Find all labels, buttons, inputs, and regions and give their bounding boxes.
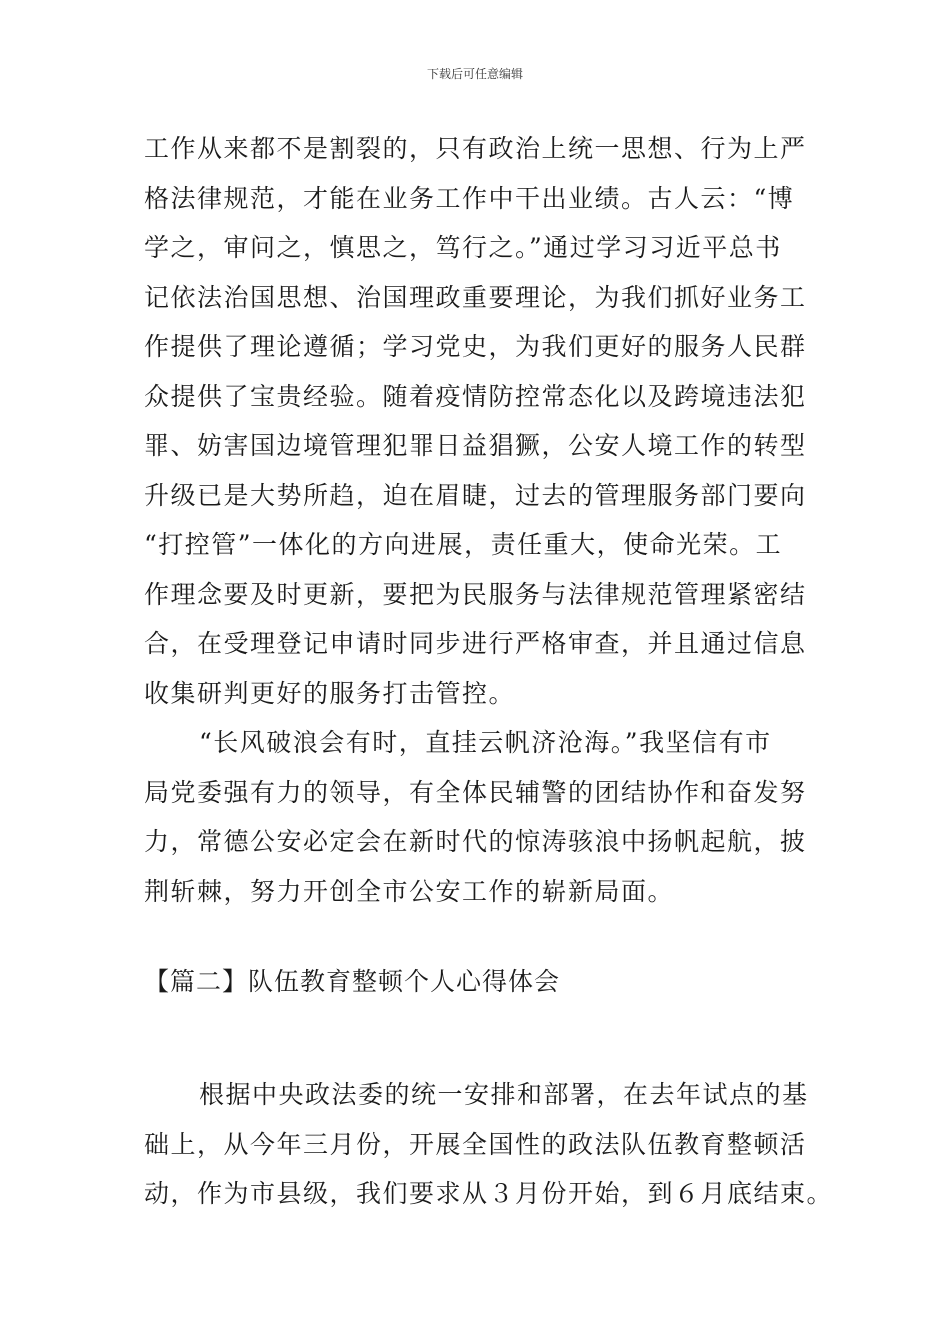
paragraph-line: 荆斩棘，努力开创全市公安工作的崭新局面。 — [144, 876, 675, 906]
paragraph-line: “长风破浪会有时，直挂云帆济沧海。”我坚信有市 — [199, 728, 772, 757]
paragraph-line: 根据中央政法委的统一安排和部署，在去年试点的基 — [199, 1080, 809, 1109]
paragraph-line: 格法律规范，才能在业务工作中干出业绩。古人云：“博 — [144, 183, 795, 213]
paragraph-1 — [144, 124, 809, 718]
paragraph-line: 罪、妨害国边境管理犯罪日益猖獗，公安人境工作的转型 — [144, 431, 807, 460]
document-body — [144, 124, 834, 1219]
paragraph-3 — [144, 1070, 834, 1219]
paragraph-line: 力，常德公安必定会在新时代的惊涛骇浪中扬帆起航，披 — [144, 827, 807, 856]
paragraph-line: 升级已是大势所趋，迫在眉睫，过去的管理服务部门要向 — [144, 480, 807, 510]
paragraph-line: 础上，从今年三月份，开展全国性的政法队伍教育整顿活 — [144, 1129, 807, 1159]
paragraph-line: 作理念要及时更新，要把为民服务与法律规范管理紧密结 — [144, 579, 807, 609]
spacer — [144, 1002, 809, 1070]
paragraph-line: 合，在受理登记申请时同步进行严格审查，并且通过信息 — [144, 629, 807, 658]
paragraph-line: 记依法治国思想、治国理政重要理论，为我们抓好业务工 — [144, 282, 807, 312]
spacer — [144, 916, 809, 962]
paragraph-line: 学之，审问之，慎思之，笃行之。”通过学习习近平总书 — [144, 233, 782, 262]
paragraph-line: 动，作为市县级，我们要求从３月份开始，到６月底结束。 — [144, 1179, 834, 1208]
section-heading: 【篇二】队伍教育整顿个人心得体会 — [144, 967, 561, 996]
page-header: 下载后可任意编辑 — [426, 67, 523, 81]
paragraph-line: 作提供了理论遵循；学习党史，为我们更好的服务人民群 — [144, 332, 807, 361]
paragraph-2 — [144, 718, 809, 916]
paragraph-line: 局党委强有力的领导，有全体民辅警的团结协作和奋发努 — [144, 777, 807, 807]
paragraph-line: 众提供了宝贵经验。随着疫情防控常态化以及跨境违法犯 — [144, 381, 807, 411]
paragraph-line: 工作从来都不是割裂的，只有政治上统一思想、行为上严 — [144, 134, 807, 163]
paragraph-line: “打控管”一体化的方向进展，责任重大，使命光荣。工 — [144, 530, 783, 559]
paragraph-line: 收集研判更好的服务打击管控。 — [144, 678, 516, 708]
